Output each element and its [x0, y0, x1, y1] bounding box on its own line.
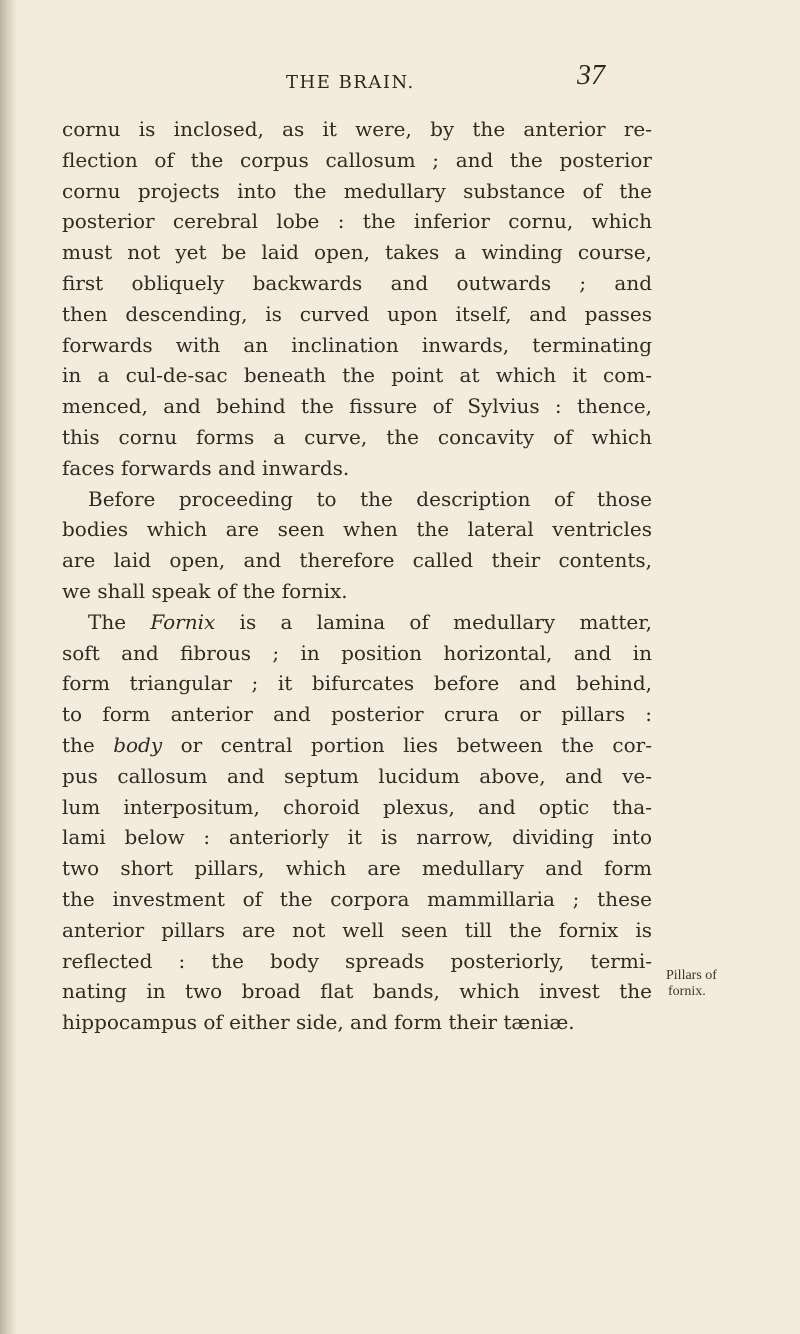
text-line: nating in two broad flat bands, which invest the [62, 979, 652, 1004]
margin-note [666, 968, 776, 1000]
text-line: reflected : the body spreads posteriorly, termi- [62, 948, 652, 973]
text-line: bodies which are seen when the lateral ventricles [62, 517, 652, 542]
text-line: we shall speak of the fornix. [62, 578, 348, 603]
body-line-start: the [62, 732, 114, 757]
text-line: posterior cerebral lobe : the inferior cornu, which [62, 209, 652, 234]
body-term-line [62, 730, 652, 761]
text-line: two short pillars, which are medullary and form [62, 856, 652, 881]
fornix-line-start: The [88, 609, 151, 634]
text-line: faces forwards and inwards. [62, 455, 350, 480]
text-line: form triangular ; it bifurcates before and behind, [62, 671, 652, 696]
text-line: in a cul-de-sac beneath the point at which it com- [62, 363, 652, 388]
body-term: body [113, 732, 163, 757]
running-head [0, 58, 800, 98]
running-title: THE BRAIN. [286, 72, 415, 93]
text-line: the investment of the corpora mammillaria ; these [62, 886, 652, 911]
text-line: cornu is inclosed, as it were, by the anterior re- [62, 117, 652, 141]
body-text [62, 114, 652, 1038]
text-line: to form anterior and posterior crura or pillars : [62, 702, 652, 727]
fornix-heading-line [62, 607, 652, 638]
text-line: soft and fibrous ; in position horizontal, and in [62, 640, 652, 665]
text-line: are laid open, and therefore called their contents, [62, 548, 652, 573]
body-line-end: or central portion lies between the cor- [162, 732, 652, 757]
text-line: menced, and behind the fissure of Sylvius : thence, [62, 394, 652, 419]
text-line: first obliquely backwards and outwards ; and [62, 270, 652, 295]
page-number: 37 [577, 60, 605, 91]
text-line: lami below : anteriorly it is narrow, dividing into [62, 825, 652, 850]
text-line: anterior pillars are not well seen till the fornix is [62, 917, 652, 942]
text-line: cornu projects into the medullary substance of the [62, 178, 652, 203]
margin-note-line: Pillars of [666, 968, 717, 983]
text-line: lum interpositum, choroid plexus, and optic tha- [62, 794, 652, 819]
text-line: forwards with an inclination inwards, terminating [62, 332, 652, 357]
margin-note-line: fornix. [668, 984, 706, 999]
text-line: pus callosum and septum lucidum above, and ve- [62, 763, 652, 788]
text-line: must not yet be laid open, takes a winding course, [62, 240, 652, 265]
text-line: flection of the corpus callosum ; and the posterior [62, 147, 652, 172]
fornix-line-end: is a lamina of medullary matter, [215, 609, 652, 634]
text-line: Before proceeding to the description of those [88, 486, 652, 511]
fornix-term: Fornix [150, 609, 216, 634]
text-line: this cornu forms a curve, the concavity of which [62, 424, 652, 449]
text-line: then descending, is curved upon itself, and passes [62, 301, 652, 326]
text-line: hippocampus of either side, and form their tæniæ. [62, 1010, 575, 1035]
